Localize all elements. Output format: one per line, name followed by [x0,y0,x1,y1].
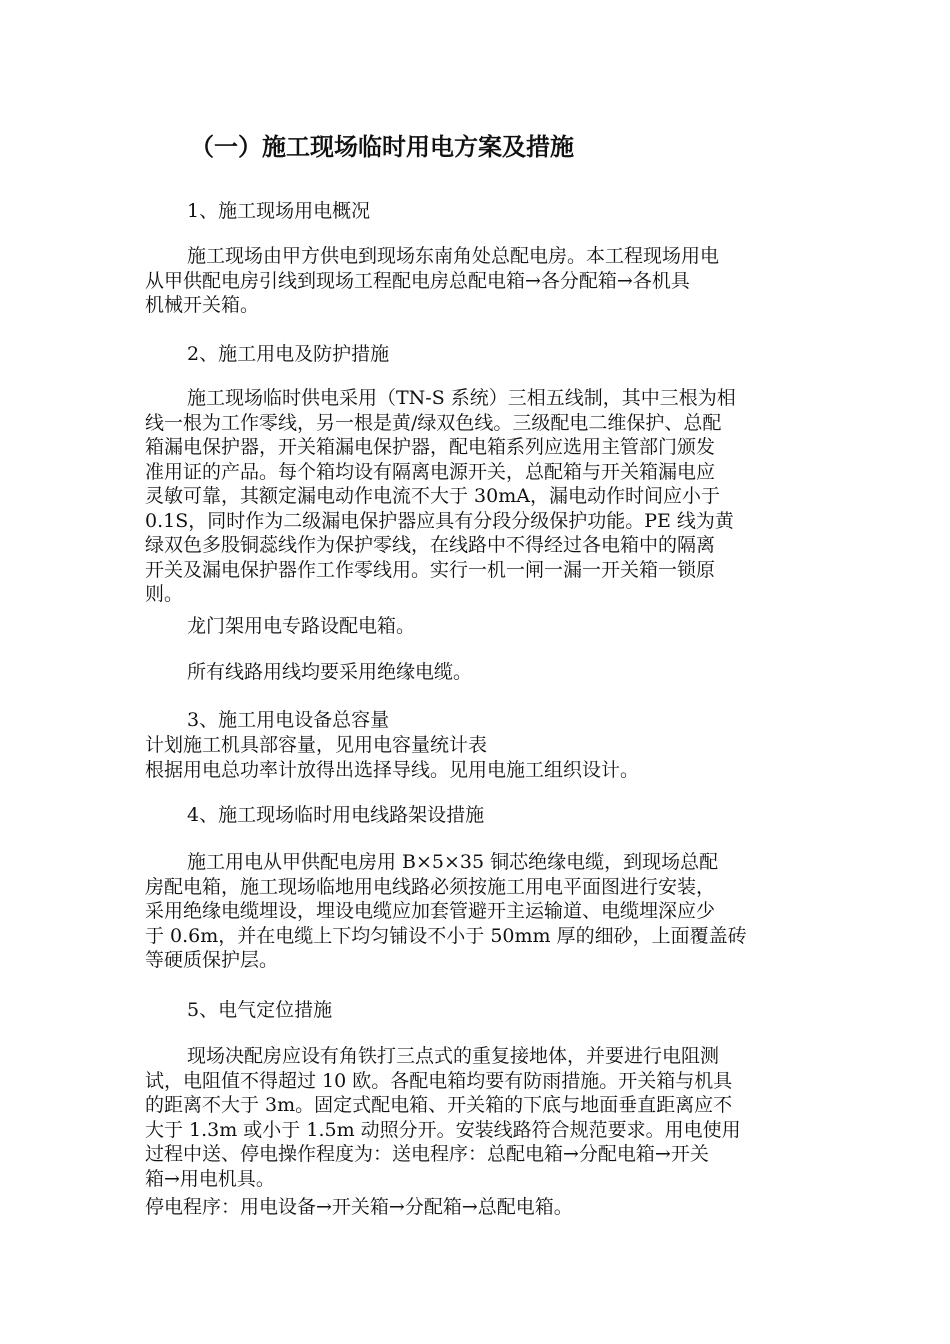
section-3-line-2: 根据用电总功率计放得出选择导线。见用电施工组织设计。 [145,759,640,781]
section-1-heading: 1、施工现场用电概况 [187,200,371,222]
section-2-line-2: 龙门架用电专路设配电箱。 [187,615,416,637]
section-4-heading: 4、施工现场临时用电线路架设措施 [187,804,485,826]
section-5-paragraph [145,1044,805,1191]
paragraph-line: 过程中送、停电操作程度为：送电程序：总配电箱→分配电箱→开关 [145,1143,709,1165]
paragraph-line: 箱→用电机具。 [145,1167,275,1190]
paragraph-line: 机械开关箱。 [145,294,260,316]
paragraph-line: 房配电箱，施工现场临地用电线路必须按施工用电平面图进行安装， [145,875,716,898]
paragraph-line: 施工用电从甲供配电房用 B×5×35 铜芯绝缘电缆，到现场总配 [187,851,719,873]
paragraph-line: 试，电阻值不得超过 10 欧。各配电箱均要有防雨措施。开关箱与机具 [145,1069,733,1092]
section-3-line-1: 计划施工机具部容量，见用电容量统计表 [145,734,488,756]
paragraph-line: 施工现场由甲方供电到现场东南角处总配电房。本工程现场用电 [187,245,720,267]
paragraph-line: 箱漏电保护器，开关箱漏电保护器，配电箱系列应选用主管部门颁发 [145,436,716,458]
paragraph-line: 0.1S，同时作为二级漏电保护器应具有分段分级保护功能。PE 线为黄 [145,509,734,532]
paragraph-line: 准用证的产品。每个箱均设有隔离电源开关，总配箱与开关箱漏电应 [145,460,716,483]
paragraph-line: 灵敏可靠，其额定漏电动作电流不大于 30mA，漏电动作时间应小于 [145,485,720,507]
paragraph-line: 现场决配房应设有角铁打三点式的重复接地体，并要进行电阻测 [187,1045,720,1067]
paragraph-line: 开关及漏电保护器作工作零线用。实行一机一闸一漏一开关箱一锁原 [145,558,716,581]
section-5-heading: 5、电气定位措施 [187,999,333,1021]
paragraph-line: 绿双色多股铜蕊线作为保护零线，在线路中不得经过各电箱中的隔离 [145,534,716,556]
paragraph-line: 等硬质保护层。 [145,949,279,971]
paragraph-line: 从甲供配电房引线到现场工程配电房总配电箱→各分配箱→各机具 [145,269,690,292]
section-1-paragraph [145,244,805,318]
section-2-line-3: 所有线路用线均要采用绝缘电缆。 [187,661,473,683]
section-4-paragraph [145,850,805,973]
paragraph-line: 于 0.6m，并在电缆上下均匀铺设不小于 50mm 厚的细砂，上面覆盖砖 [145,924,747,947]
section-3-heading: 3、施工用电设备总容量 [187,709,390,731]
paragraph-line: 大于 1.3m 或小于 1.5m 动照分开。安装线路符合规范要求。用电使用 [145,1118,741,1141]
paragraph-line: 施工现场临时供电采用（TN-S 系统）三相五线制，其中三根为相 [187,387,736,409]
paragraph-line: 则。 [145,583,184,605]
section-2-heading: 2、施工用电及防护措施 [187,343,390,365]
paragraph-line: 采用绝缘电缆埋设，埋设电缆应加套管避开主运输道、电缆埋深应少 [145,900,716,922]
page-title: （一）施工现场临时用电方案及措施 [190,133,574,161]
section-2-paragraph [145,386,805,607]
paragraph-line: 的距离不大于 3m。固定式配电箱、开关箱的下底与地面垂直距离应不 [145,1094,733,1116]
paragraph-line: 线一根为工作零线，另一根是黄/绿双色线。三级配电二维保护、总配 [145,411,722,434]
section-5-line-2: 停电程序：用电设备→开关箱→分配箱→总配电箱。 [145,1196,573,1218]
